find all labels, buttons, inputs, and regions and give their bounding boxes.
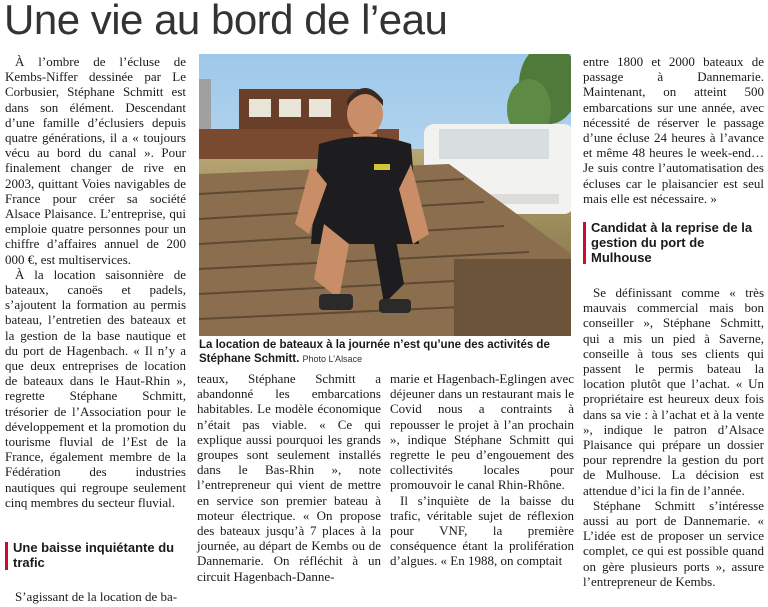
article-photo xyxy=(199,54,571,336)
paragraph: S’agissant de la location de ba- xyxy=(15,589,178,604)
paragraph: Stéphane Schmitt s’intéresse aussi au port de Dannemarie. « L’idée est de proposer un service complet, ce qui est possible quand on gère plusieurs ports », assure l’entrepreneur de Kembs. xyxy=(583,497,764,589)
article-column-1 xyxy=(5,54,186,510)
paragraph: Se définissant comme « très mauvais commercial mais bon conseiller », Stéphane Schmitt, qui a mis un pied à Saverne, conseille à tous ses clients qui passent le permis bateau la location plutôt que l’achat. « Un propriétaire est heureux deux fois dans sa vie : à l’achat et à la vente », indique le patron d’Alsace Plaisance qui prépare un dossier pour reprendre la gestion du port de Mulhouse. La décision est attendue d’ici la fin de l’année. xyxy=(583,285,764,498)
article-column-4 xyxy=(583,54,764,206)
article-headline: Une vie au bord de l’eau xyxy=(4,0,448,43)
paragraph: À la location saisonnière de bateaux, canoës et padels, s’ajoutent la formation au permis bateau, l’entretien des bateaux et la gestion de la base nautique et du port de Hagenbach. « Il n’y a que deux entreprises de location de bateaux dans le Haut-Rhin », regrette Stéphane Schmitt, trésorier de l’Association pour le développement et la promotion du tourisme fluvial de l’Est de la France, également membre de la Fédération des industries nautiques qui regroupe seulement cinq membres du secteur fluvial. xyxy=(5,266,186,510)
paragraph: Il s’inquiète de la baisse du trafic, véritable sujet de réflexion pour VNF, la première conséquence étant la prolifération d’algues. « En 1988, on comptait xyxy=(390,492,574,569)
paragraph: entre 1800 et 2000 bateaux de passage à Dannemarie. Maintenant, on atteint 500 embarcations sur une année, avec nécessité de réserver le passage d’une écluse 24 heures à l’avance et même 48 heures le week-end… Je suis contre l’automatisation des écluses car le plaisancier est seul mais elle est nécessaire. » xyxy=(583,54,764,206)
photo-caption xyxy=(199,338,571,366)
subheading-traffic: Une baisse inquiétante du trafic xyxy=(13,540,183,570)
photo-credit: Photo L’Alsace xyxy=(302,354,363,364)
subheading-mulhouse-port: Candidat à la reprise de la gestion du port de Mulhouse xyxy=(591,220,761,265)
article-column-3 xyxy=(390,371,574,569)
article-column-4-continued xyxy=(583,285,764,589)
paragraph: À l’ombre de l’écluse de Kembs-Niffer dessinée par Le Corbusier, Stéphane Schmitt est dans son élément. Descendant d’une famille d’éclusiers depuis quatre générations, il a « toujours vécu au bord du canal ». Pour finalement changer de rive en 2003, quittant Voies navigables de France pour créer sa société Alsace Plaisance. L’entreprise, qui emploie quatre personnes pour un chiffre d’affaires annuel de 200 000 €, est multiservices. xyxy=(5,54,186,267)
paragraph: teaux, Stéphane Schmitt a abandonné les embarcations habitables. Le modèle économique n’était pas viable. « Ce qui explique aussi pourquoi les grands groupes sont seulement installés dans le Bas-Rhin », note l’entrepreneur qui vient de mettre en service son premier bateau à moteur électrique. « On propose des bateaux jusqu’à 7 places à la journée, au départ de Kembs ou de Dannemarie. On réfléchit à un circuit Hagenbach-Danne- xyxy=(197,371,381,584)
article-column-1-end xyxy=(5,589,186,604)
photo-boat-owner-illustration xyxy=(199,54,571,336)
caption-text: La location de bateaux à la journée n’est qu’une des activités de Stéphane Schmitt. xyxy=(199,339,550,365)
paragraph: marie et Hagenbach-Eglingen avec déjeuner dans un restaurant mais le Covid nous a contraints à repousser le projet à l’an prochain », indique Stéphane Schmitt qui regrette le peu d’engouement des collectivités locales pour promouvoir le canal Rhin-Rhône. xyxy=(390,371,574,493)
article-column-2 xyxy=(197,371,381,584)
